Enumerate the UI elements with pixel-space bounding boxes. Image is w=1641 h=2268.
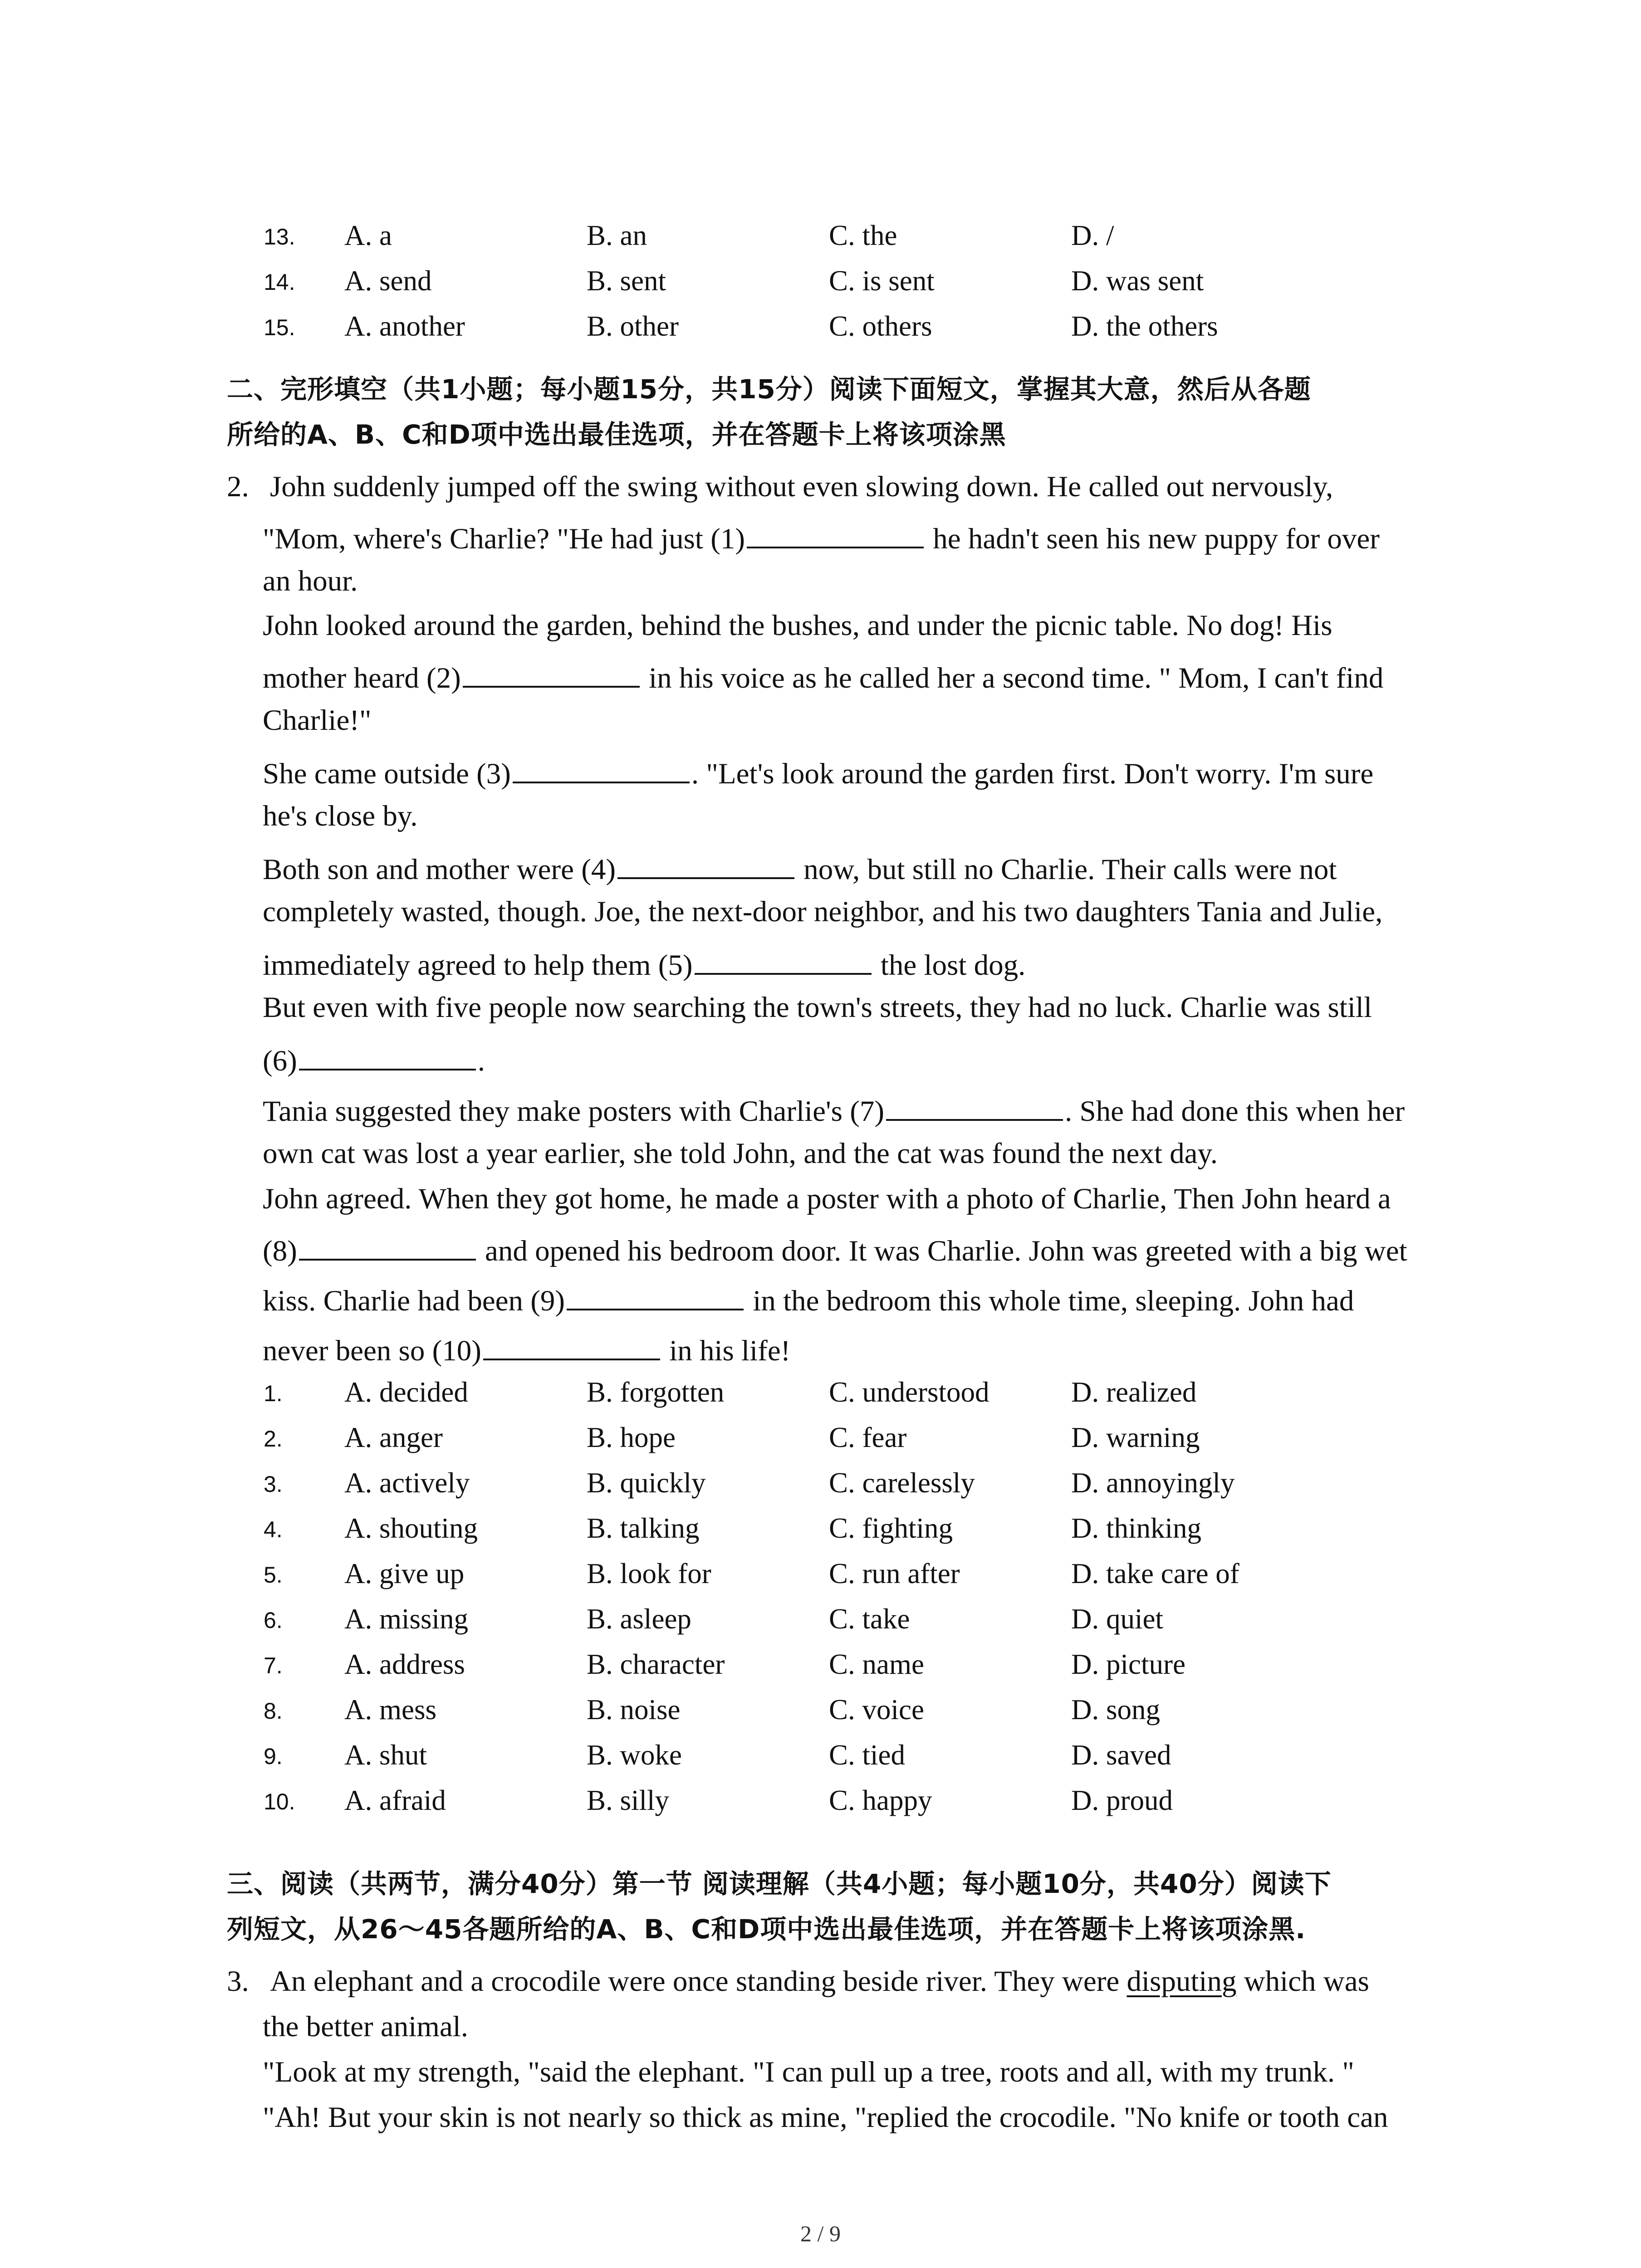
section-heading-reading xyxy=(227,1861,1470,1952)
option-b[interactable]: B. look for xyxy=(587,1558,711,1589)
option-c[interactable]: C. fighting xyxy=(829,1512,953,1544)
option-row xyxy=(0,306,1641,352)
option-c[interactable]: C. happy xyxy=(829,1784,932,1816)
question-number: 14. xyxy=(264,269,295,295)
passage-line: "Mom, where's Charlie? "He had just (1) he hadn't seen his new puppy for over xyxy=(263,518,1380,557)
option-b: B. other xyxy=(587,310,679,342)
option-a[interactable]: A. decided xyxy=(344,1376,468,1408)
answer-blank[interactable] xyxy=(695,945,872,975)
option-c[interactable]: C. fear xyxy=(829,1422,907,1453)
question-number: 2. xyxy=(264,1426,283,1452)
passage-line: (6) . xyxy=(263,1041,485,1079)
option-d: D. the others xyxy=(1071,310,1218,342)
passage-line: completely wasted, though. Joe, the next-door neighbor, and his two daughters Tania and Julie, xyxy=(263,895,1383,928)
passage-line: John agreed. When they got home, he made a poster with a photo of Charlie, Then John heard a xyxy=(263,1183,1391,1215)
answer-blank[interactable] xyxy=(463,658,640,688)
option-d[interactable]: D. realized xyxy=(1071,1376,1197,1408)
question-number: 4. xyxy=(264,1517,283,1542)
option-b[interactable]: B. character xyxy=(587,1648,725,1680)
option-d[interactable]: D. proud xyxy=(1071,1784,1173,1816)
option-a[interactable]: A. anger xyxy=(344,1422,443,1453)
option-row xyxy=(0,215,1641,261)
option-d: D. / xyxy=(1071,220,1114,251)
option-c[interactable]: C. name xyxy=(829,1648,924,1680)
option-d: D. was sent xyxy=(1071,265,1204,297)
answer-blank[interactable] xyxy=(886,1091,1063,1121)
option-row xyxy=(0,1644,1641,1690)
option-d[interactable]: D. song xyxy=(1071,1694,1161,1725)
option-b[interactable]: B. woke xyxy=(587,1739,682,1771)
option-row xyxy=(0,261,1641,306)
option-b: B. sent xyxy=(587,265,666,297)
passage-line: Charlie!" xyxy=(263,704,372,737)
passage-line: John suddenly jumped off the swing without even slowing down. He called out nervously, xyxy=(270,470,1333,503)
option-c: C. is sent xyxy=(829,265,935,297)
option-a[interactable]: A. actively xyxy=(344,1467,470,1499)
passage-line: "Look at my strength, "said the elephant. "I can pull up a tree, roots and all, with my trunk. " xyxy=(263,2056,1354,2088)
answer-blank[interactable] xyxy=(747,518,924,548)
question-number: 9. xyxy=(264,1744,283,1769)
passage-line: John looked around the garden, behind the bushes, and under the picnic table. No dog! His xyxy=(263,609,1332,642)
option-c[interactable]: C. voice xyxy=(829,1694,924,1725)
answer-blank[interactable] xyxy=(513,753,690,783)
option-row xyxy=(0,1735,1641,1780)
passage-line: (8) and opened his bedroom door. It was Charlie. John was greeted with a big wet xyxy=(263,1231,1407,1269)
passage-line: mother heard (2) in his voice as he called her a second time. " Mom, I can't find xyxy=(263,658,1383,696)
option-a: A. send xyxy=(344,265,432,297)
option-a: A. a xyxy=(344,220,392,251)
option-a[interactable]: A. missing xyxy=(344,1603,469,1635)
option-a[interactable]: A. afraid xyxy=(344,1784,446,1816)
option-b[interactable]: B. noise xyxy=(587,1694,681,1725)
passage-line: Both son and mother were (4) now, but still no Charlie. Their calls were not xyxy=(263,849,1337,888)
answer-blank[interactable] xyxy=(567,1281,744,1310)
option-b: B. an xyxy=(587,220,647,251)
option-d[interactable]: D. saved xyxy=(1071,1739,1171,1771)
question-number: 8. xyxy=(264,1698,283,1724)
page-number: 2 / 9 xyxy=(800,2221,841,2246)
section-heading-cloze xyxy=(227,367,1452,457)
option-row xyxy=(0,1599,1641,1644)
option-a[interactable]: A. shut xyxy=(344,1739,427,1771)
question-number: 6. xyxy=(264,1608,283,1633)
option-d[interactable]: D. picture xyxy=(1071,1648,1185,1680)
option-row xyxy=(0,1554,1641,1599)
option-a: A. another xyxy=(344,310,465,342)
question-number: 10. xyxy=(264,1789,295,1814)
option-b[interactable]: B. silly xyxy=(587,1784,670,1816)
question-number: 13. xyxy=(264,224,295,249)
option-c[interactable]: C. take xyxy=(829,1603,910,1635)
underlined-word: disputing xyxy=(1127,1965,1237,1998)
question-number: 15. xyxy=(264,315,295,340)
option-c: C. others xyxy=(829,310,932,342)
option-row xyxy=(0,1463,1641,1508)
passage-line: the better animal. xyxy=(263,2010,469,2043)
answer-blank[interactable] xyxy=(617,849,794,879)
passage-line: "Ah! But your skin is not nearly so thick as mine, "replied the crocodile. "No knife or tooth can xyxy=(263,2101,1388,2134)
heading-line: 所给的A、B、C和D项中选出最佳选项，并在答题卡上将该项涂黑 xyxy=(227,419,1006,450)
option-a[interactable]: A. mess xyxy=(344,1694,436,1725)
passage-line: kiss. Charlie had been (9) in the bedroom this whole time, sleeping. John had xyxy=(263,1281,1354,1319)
option-c[interactable]: C. run after xyxy=(829,1558,960,1589)
passage-line: Tania suggested they make posters with Charlie's (7) . She had done this when her xyxy=(263,1091,1405,1129)
passage-line: an hour. xyxy=(263,565,358,597)
option-c: C. the xyxy=(829,220,897,251)
passage-line: But even with five people now searching the town's streets, they had no luck. Charlie was still xyxy=(263,991,1372,1024)
option-row xyxy=(0,1372,1641,1418)
question-number: 7. xyxy=(264,1653,283,1678)
answer-blank[interactable] xyxy=(483,1330,660,1360)
option-d[interactable]: D. thinking xyxy=(1071,1512,1202,1544)
option-row xyxy=(0,1780,1641,1826)
option-c[interactable]: C. understood xyxy=(829,1376,989,1408)
option-c[interactable]: C. tied xyxy=(829,1739,905,1771)
question-number: 2. xyxy=(227,470,249,503)
option-row xyxy=(0,1690,1641,1735)
option-row xyxy=(0,1508,1641,1554)
question-number: 5. xyxy=(264,1562,283,1588)
passage-line: immediately agreed to help them (5) the lost dog. xyxy=(263,945,1025,983)
option-a[interactable]: A. give up xyxy=(344,1558,465,1589)
option-b[interactable]: B. asleep xyxy=(587,1603,691,1635)
option-a[interactable]: A. address xyxy=(344,1648,465,1680)
option-row xyxy=(0,1418,1641,1463)
question-number: 3. xyxy=(227,1965,249,1998)
heading-line: 列短文，从26～45各题所给的A、B、C和D项中选出最佳选项，并在答题卡上将该项涂黑. xyxy=(227,1914,1306,1945)
question-number: 3. xyxy=(264,1471,283,1497)
answer-blank[interactable] xyxy=(299,1041,476,1070)
option-d[interactable]: D. quiet xyxy=(1071,1603,1163,1635)
option-c[interactable]: C. carelessly xyxy=(829,1467,975,1499)
heading-line: 三、阅读（共两节，满分40分）第一节 阅读理解（共4小题；每小题10分，共40分）阅读下 xyxy=(227,1868,1332,1899)
answer-blank[interactable] xyxy=(299,1231,476,1261)
heading-line: 二、完形填空（共1小题；每小题15分，共15分）阅读下面短文，掌握其大意，然后从各题 xyxy=(227,374,1311,405)
passage-line: She came outside (3) . "Let's look around the garden first. Don't worry. I'm sure xyxy=(263,753,1373,792)
option-b[interactable]: B. quickly xyxy=(587,1467,706,1499)
option-a[interactable]: A. shouting xyxy=(344,1512,478,1544)
option-d[interactable]: D. take care of xyxy=(1071,1558,1239,1589)
option-b[interactable]: B. hope xyxy=(587,1422,676,1453)
option-d[interactable]: D. warning xyxy=(1071,1422,1200,1453)
option-b[interactable]: B. talking xyxy=(587,1512,700,1544)
passage-line: An elephant and a crocodile were once standing beside river. They were disputing which was xyxy=(270,1965,1369,1998)
passage-line: never been so (10) in his life! xyxy=(263,1330,790,1369)
option-b[interactable]: B. forgotten xyxy=(587,1376,725,1408)
passage-line: he's close by. xyxy=(263,800,418,832)
option-d[interactable]: D. annoyingly xyxy=(1071,1467,1235,1499)
question-number: 1. xyxy=(264,1381,283,1406)
passage-line: own cat was lost a year earlier, she told John, and the cat was found the next day. xyxy=(263,1137,1218,1170)
